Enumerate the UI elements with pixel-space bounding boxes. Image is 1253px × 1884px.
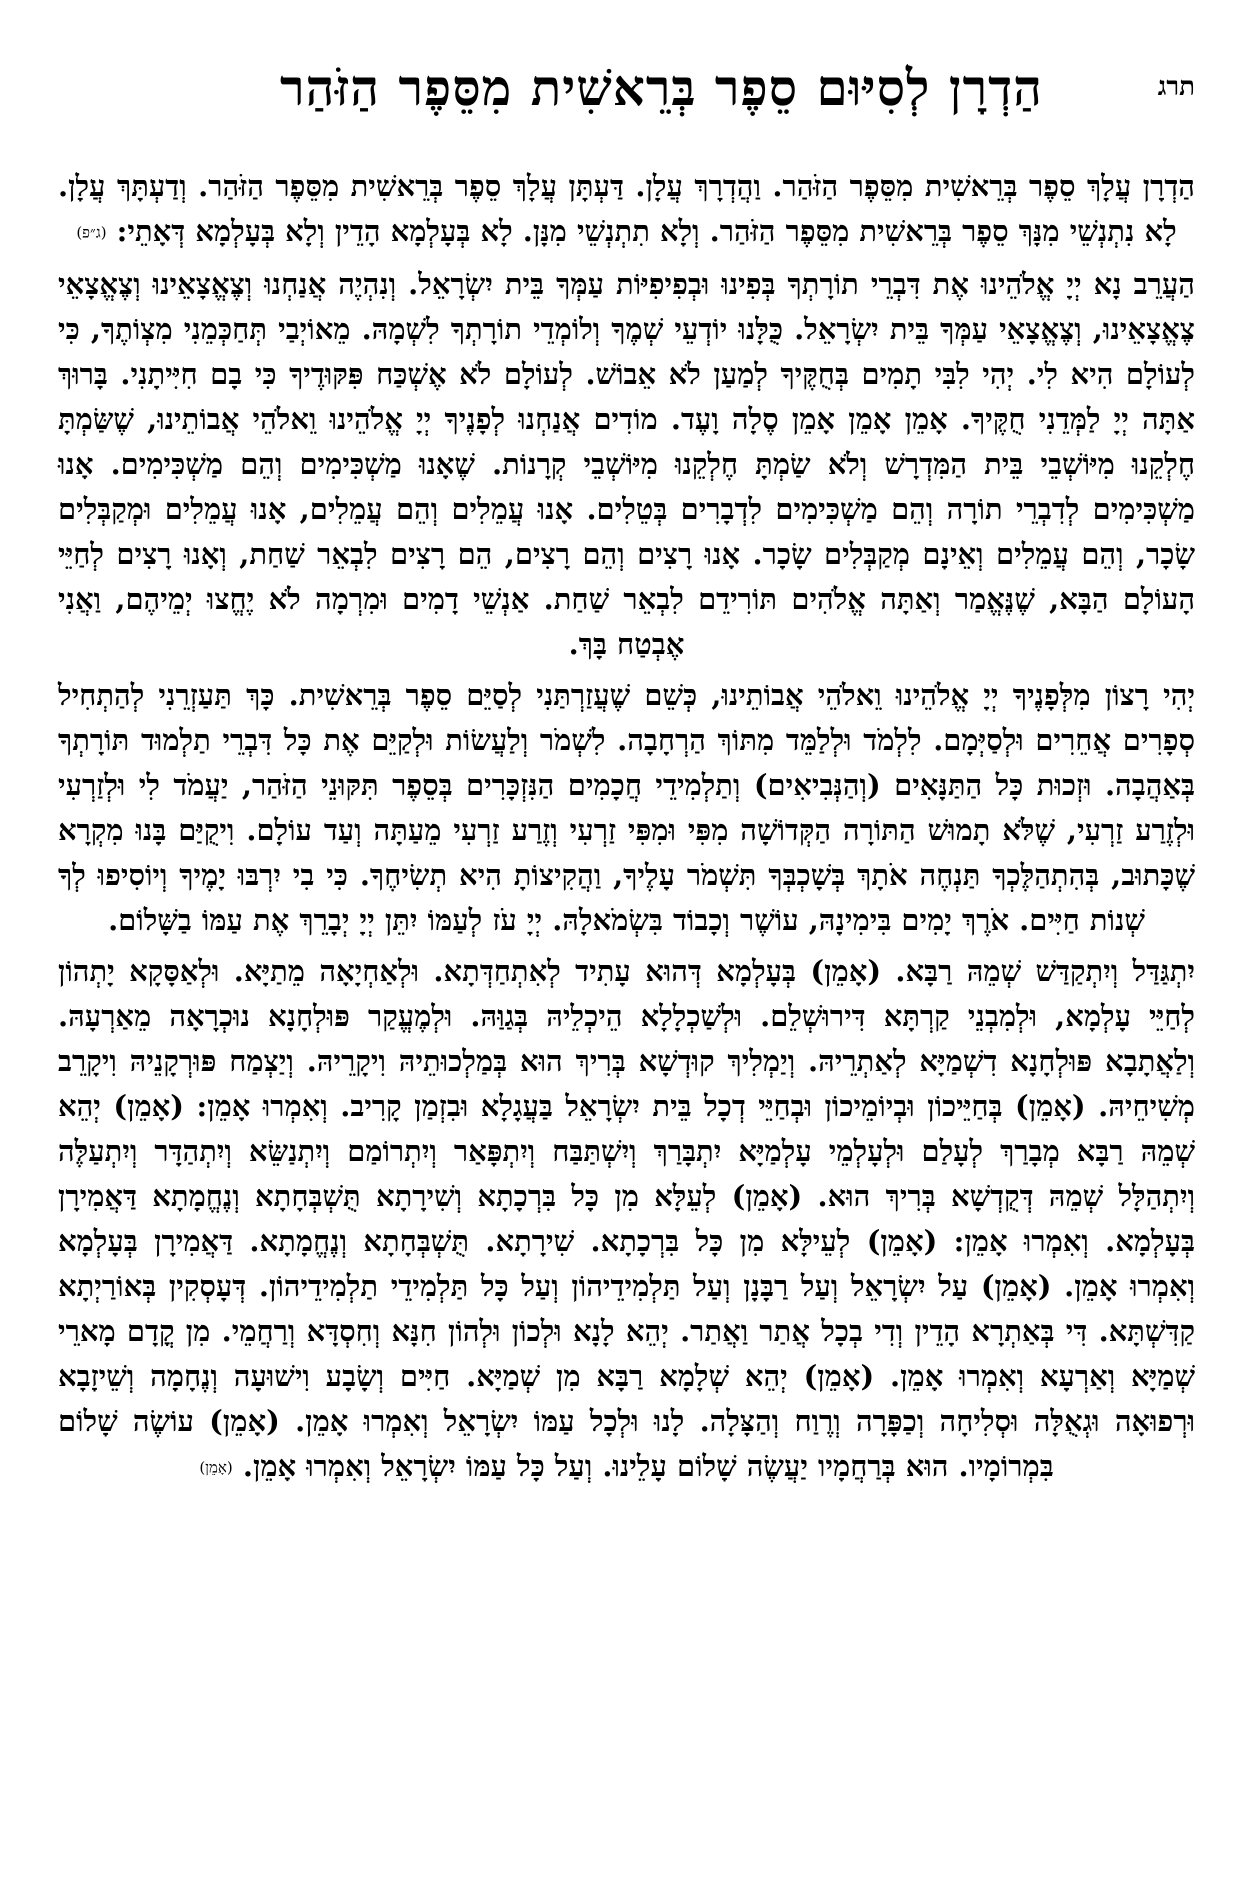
page-title: הַדְרָן לְסִיּוּם סֵפֶר בְּרֵאשִׁית מִסֵּפֶר הַזֹּהַר (280, 58, 1043, 117)
hadran-repeat-note: (ג״פ) (76, 223, 107, 242)
kaddish-paragraph (58, 949, 1195, 1491)
kaddish-amen-note: (אָמֵן) (199, 1458, 233, 1476)
hadran-text: הַדְרָן עֲלָךְ סֵפֶר בְּרֵאשִׁית מִסֵּפֶר הַזֹּהַר. וַהֲדְרָךְ עֲלָן. דַּעְתָּן עֲלָךְ סֵפֶר בְּרֵאשִׁית מִסֵּפֶר הַזֹּהַר. וְדַעְתָּךְ עֲלָן. לָא נִתְנְשֵׁי מִנָּךְ סֵפֶר בְּרֵאשִׁית מִסֵּפֶר הַזֹּהַר. וְלָא תִתְנְשֵׁי מִנָּן. לָא בְּעָלְמָא הָדֵין וְלָא בְּעָלְמָא דְּאָתֵי: (58, 169, 1195, 248)
page-number: תרג (1157, 72, 1195, 102)
yehi-ratzon-text: יְהִי רָצוֹן מִלְּפָנֶיךָ יְיָ אֱלֹהֵינוּ וֵאלֹהֵי אֲבוֹתֵינוּ, כְּשֵׁם שֶׁעֲזַרְתַּנִי לְסַיֵּם סֵפֶר בְּרֵאשִׁית. כָּךְ תַּעַזְרֵנִי לְהַתְחִיל סְפָרִים אֲחֵרִים וּלְסַיְּמָם. לִלְמֹד וּלְלַמֵּד מִתּוֹךְ הַרְחָבָה. לִשְׁמֹר וְלַעֲשׂוֹת וּלְקַיֵּם אֶת כָּל דִּבְרֵי תַלְמוּד תּוֹרָתְךָ בְּאַהֲבָה. וּזְכוּת כָּל הַתַּנָּאִים (וְהַנְּבִיאִים) וְתַלְמִידֵי חֲכָמִים הַנִּזְכָּרִים בְּסֵפֶר תִּקּוּנֵי הַזֹּהַר, יַעֲמֹד לִי וּלְזַרְעִי וּלְזֶרַע זַרְעִי, שֶׁלֹּא תָמוּשׁ הַתּוֹרָה הַקְּדוֹשָׁה מִפִּי וּמִפִּי זַרְעִי וְזֶרַע זַרְעִי מֵעַתָּה וְעַד עוֹלָם. וִיקֻיַּם בָּנוּ מִקְרָא שֶׁכָּתוּב, בְּהִתְהַלֶּכְךָ תַּנְחֶה אֹתָךְ בְּשָׁכְבְּךָ תִּשְׁמֹר עָלֶיךָ, וַהֲקִיצוֹתָ הִיא תְשִׂיחֶךָ. כִּי בִי יִרְבּוּ יָמֶיךָ וְיוֹסִיפוּ לְךָ שְׁנוֹת חַיִּים. אֹרֶךְ יָמִים בִּימִינָהּ, עוֹשֶׁר וְכָבוֹד בִּשְׂמֹאלָהּ. יְיָ עֹז לְעַמּוֹ יִתֵּן יְיָ יְבָרֵךְ אֶת עַמּוֹ בַשָּׁלוֹם. (58, 677, 1195, 937)
kaddish-text: יִתְגַּדַּל וְיִתְקַדַּשׁ שְׁמֵהּ רַבָּא. (אָמֵן) בְּעָלְמָא דְּהוּא עָתִיד לְאִתְחַדְּתָא. וּלְאַחְיָאָה מֵתַיָּא. וּלְאַסָּקָא יָתְהוֹן לְחַיֵּי עָלְמָא, וּלְמִבְנֵי קַרְתָּא דִּירוּשְׁלֵם. וּלְשַׁכְלָלָא הֵיכְלֵיהּ בְּגַוַּהּ. וּלְמֶעֱקַר פּוּלְחָנָא נוּכְרָאָה מֵאַרְעָהּ. וְלַאֲתָבָא פּוּלְחָנָא דִשְׁמַיָּא לְאַתְרֵיהּ. וְיַמְלִיךְ קוּדְשָׁא בְּרִיךְ הוּא בְּמַלְכוּתֵיהּ וִיקָרֵיהּ. וְיַצְמַח פּוּרְקָנֵיהּ וִיקָרֵב מְשִׁיחֵיהּ. (אָמֵן) בְּחַיֵּיכוֹן וּבְיוֹמֵיכוֹן וּבְחַיֵּי דְכָל בֵּית יִשְׂרָאֵל בַּעֲגָלָא וּבִזְמַן קָרִיב. וְאִמְרוּ אָמֵן: (אָמֵן) יְהֵא שְׁמֵהּ רַבָּא מְבָרַךְ לְעָלַם וּלְעָלְמֵי עָלְמַיָּא יִתְבָּרַךְ וְיִשְׁתַּבַּח וְיִתְפָּאַר וְיִתְרוֹמַם וְיִתְנַשֵּׂא וְיִתְהַדָּר וְיִתְעַלֶּה וְיִתְהַלָּל שְׁמֵהּ דְּקֻדְשָׁא בְּרִיךְ הוּא. (אָמֵן) לְעֵלָּא מִן כָּל בִּרְכָתָא וְשִׁירָתָא תֻּשְׁבְּחָתָא וְנֶחֱמָתָא דַּאֲמִירָן בְּעָלְמָא. וְאִמְרוּ אָמֵן: (אָמֵן) לְעֵילָּא מִן כָּל בִּרְכָתָא. שִׁירָתָא. תֻּשְׁבְּחָתָא וְנֶחֱמָתָא. דַּאֲמִירָן בְּעָלְמָא וְאִמְרוּ אָמֵן. (אָמֵן) עַל יִשְׂרָאֵל וְעַל רַבָּנָן וְעַל תַּלְמִידֵיהוֹן וְעַל כָּל תַּלְמִידֵי תַלְמִידֵיהוֹן. דְּעָסְקִין בְּאוֹרַיְתָא קַדִּשְׁתָּא. דִּי בְּאַתְרָא הָדֵין וְדִי בְכָל אֲתַר וַאֲתַר. יְהֵא לָנָא וּלְכוֹן וּלְהוֹן חִנָּא וְחִסְדָּא וְרַחֲמֵי. מִן קֳדָם מָארֵי שְׁמַיָּא וְאַרְעָא וְאִמְרוּ אָמֵן. (אָמֵן) יְהֵא שְׁלָמָא רַבָּא מִן שְׁמַיָּא. חַיִּים וְשָׂבָע וִישׁוּעָה וְנֶחָמָה וְשֵׁיזָבָא וּרְפוּאָה וּגְאֻלָּה וּסְלִיחָה וְכַפָּרָה וְרֶוַח וְהַצָּלָה. לָנוּ וּלְכָל עַמּוֹ יִשְׂרָאֵל וְאִמְרוּ אָמֵן. (אָמֵן) עוֹשֶׂה שָׁלוֹם בִּמְרוֹמָיו. הוּא בְּרַחֲמָיו יַעֲשֶׂה שָׁלוֹם עָלֵינוּ. וְעַל כָּל עַמּוֹ יִשְׂרָאֵל וְאִמְרוּ אָמֵן. (58, 953, 1195, 1483)
haarev-na-paragraph (58, 262, 1195, 667)
yehi-ratzon-paragraph (58, 673, 1195, 943)
hadran-paragraph (58, 164, 1195, 256)
prayer-page (58, 0, 1195, 1884)
page-header (58, 0, 1195, 150)
haarev-na-text: הַעֲרֵב נָא יְיָ אֱלֹהֵינוּ אֶת דִּבְרֵי תוֹרָתְךָ בְּפִינוּ וּבְפִיפִיּוֹת עַמְּךָ בֵּית יִשְׂרָאֵל. וְנִהְיֶה אֲנַחְנוּ וְצֶאֱצָאֵינוּ וְצֶאֱצָאֵי צֶאֱצָאֵינוּ, וְצֶאֱצָאֵי עַמְּךָ בֵּית יִשְׂרָאֵל. כֻּלָּנוּ יוֹדְעֵי שְׁמֶךָ וְלוֹמְדֵי תוֹרָתְךָ לִשְׁמָהּ. מֵאוֹיְבַי תְּחַכְּמֵנִי מִצְוֹתֶךָ, כִּי לְעוֹלָם הִיא לִי. יְהִי לִבִּי תָמִים בְּחֻקֶּיךָ לְמַעַן לֹא אֵבוֹשׁ. לְעוֹלָם לֹא אֶשְׁכַּח פִּקּוּדֶיךָ כִּי בָם חִיִּיתָנִי. בָּרוּךְ אַתָּה יְיָ לַמְּדֵנִי חֻקֶּיךָ. אָמֵן אָמֵן אָמֵן סֶלָה וָעֶד. מוֹדִים אֲנַחְנוּ לְפָנֶיךָ יְיָ אֱלֹהֵינוּ וֵאלֹהֵי אֲבוֹתֵינוּ, שֶׁשַּׂמְתָּ חֶלְקֵנוּ מִיּוֹשְׁבֵי בֵּית הַמִּדְרָשׁ וְלֹא שַׂמְתָּ חֶלְקֵנוּ מִיּוֹשְׁבֵי קְרָנוֹת. שֶׁאָנוּ מַשְׁכִּימִים וְהֵם מַשְׁכִּימִים. אָנוּ מַשְׁכִּימִים לְדִבְרֵי תוֹרָה וְהֵם מַשְׁכִּימִים לִדְבָרִים בְּטֵלִים. אָנוּ עֲמֵלִים וְהֵם עֲמֵלִים, אָנוּ עֲמֵלִים וּמְקַבְּלִים שָׂכָר, וְהֵם עֲמֵלִים וְאֵינָם מְקַבְּלִים שָׂכָר. אָנוּ רָצִים וְהֵם רָצִים, הֵם רָצִים לִבְאֵר שַׁחַת, וְאָנוּ רָצִים לְחַיֵּי הָעוֹלָם הַבָּא, שֶׁנֶּאֱמַר וְאַתָּה אֱלֹהִים תּוֹרִידֵם לִבְאֵר שַׁחַת. אַנְשֵׁי דָמִים וּמִרְמָה לֹא יֶחֱצוּ יְמֵיהֶם, וַאֲנִי אֶבְטַח בָּךְ. (58, 266, 1196, 661)
